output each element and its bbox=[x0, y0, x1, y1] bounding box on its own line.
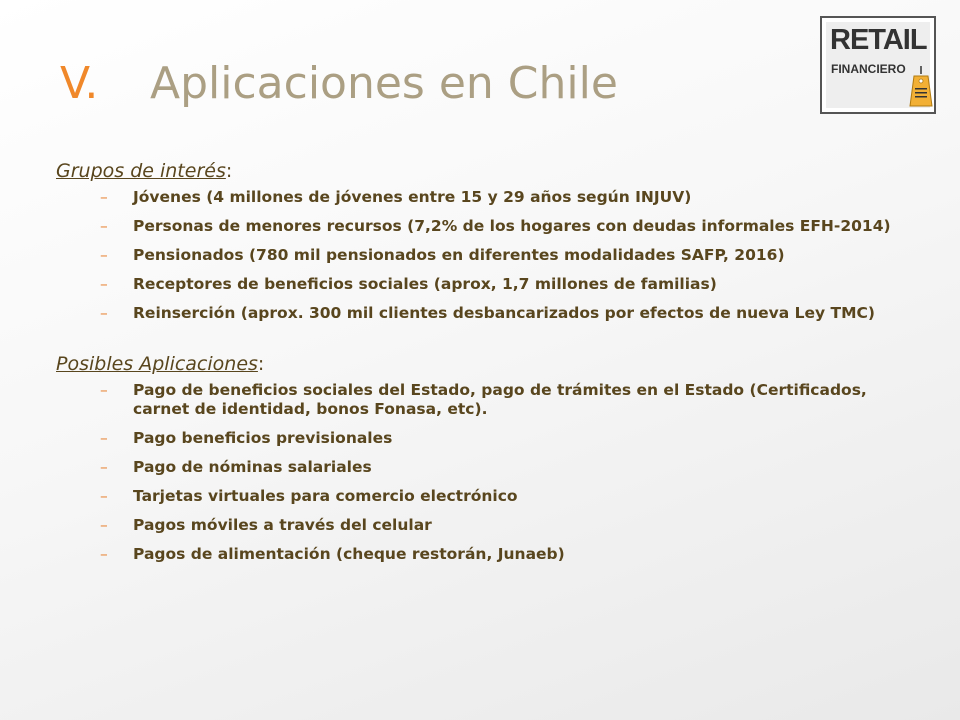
list-item-text: Personas de menores recursos (7,2% de los hogares con deudas informales EFH-2014) bbox=[133, 217, 891, 235]
list-item-text: Tarjetas virtuales para comercio electrónico bbox=[133, 487, 518, 505]
list-item bbox=[56, 246, 916, 265]
list-item bbox=[56, 188, 916, 207]
list-item-text: Pagos de alimentación (cheque restorán, Junaeb) bbox=[133, 545, 565, 563]
dash-bullet: – bbox=[100, 545, 108, 563]
list-item-text: Pagos móviles a través del celular bbox=[133, 516, 432, 534]
list-item-text: Receptores de beneficios sociales (aprox, 1,7 millones de familias) bbox=[133, 275, 717, 293]
dash-bullet: – bbox=[100, 458, 108, 476]
list-item-text: Pago beneficios previsionales bbox=[133, 429, 393, 447]
list-item bbox=[56, 217, 916, 236]
section-heading bbox=[56, 353, 916, 375]
list-item bbox=[56, 381, 916, 419]
section-heading-colon: : bbox=[225, 160, 233, 182]
list-item bbox=[56, 429, 916, 448]
list-item bbox=[56, 275, 916, 294]
bullet-list bbox=[56, 381, 916, 564]
list-item-text: Pago de beneficios sociales del Estado, pago de trámites en el Estado (Certificados, carnet de identidad, bonos Fonasa, etc). bbox=[133, 381, 867, 418]
dash-bullet: – bbox=[100, 217, 108, 235]
retail-financiero-logo bbox=[820, 16, 936, 114]
list-item bbox=[56, 458, 916, 477]
list-item bbox=[56, 516, 916, 535]
section-heading-text: Grupos de interés bbox=[56, 160, 226, 182]
dash-bullet: – bbox=[100, 188, 108, 206]
dash-bullet: – bbox=[100, 381, 108, 399]
section-heading bbox=[56, 160, 916, 182]
dash-bullet: – bbox=[100, 246, 108, 264]
price-tag-icon bbox=[908, 66, 934, 112]
list-item-text: Jóvenes (4 millones de jóvenes entre 15 y 29 años según INJUV) bbox=[133, 188, 692, 206]
slide-body bbox=[56, 160, 916, 574]
slide-title-text: Aplicaciones en Chile bbox=[150, 58, 618, 109]
list-item bbox=[56, 545, 916, 564]
dash-bullet: – bbox=[100, 487, 108, 505]
section-heading-text: Posibles Aplicaciones bbox=[56, 353, 258, 375]
list-item bbox=[56, 487, 916, 506]
section-grupos-de-interes bbox=[56, 160, 916, 323]
slide-title-number: V. bbox=[60, 58, 99, 109]
dash-bullet: – bbox=[100, 429, 108, 447]
dash-bullet: – bbox=[100, 516, 108, 534]
list-item bbox=[56, 304, 916, 323]
section-heading-colon: : bbox=[257, 353, 265, 375]
logo-line-1: RETAIL bbox=[830, 24, 927, 56]
logo-line-2: FINANCIERO bbox=[831, 62, 906, 76]
list-item-text: Pensionados (780 mil pensionados en diferentes modalidades SAFP, 2016) bbox=[133, 246, 785, 264]
list-item-text: Reinserción (aprox. 300 mil clientes desbancarizados por efectos de nueva Ley TMC) bbox=[133, 304, 875, 322]
bullet-list bbox=[56, 188, 916, 323]
dash-bullet: – bbox=[100, 304, 108, 322]
dash-bullet: – bbox=[100, 275, 108, 293]
list-item-text: Pago de nóminas salariales bbox=[133, 458, 372, 476]
section-posibles-aplicaciones bbox=[56, 353, 916, 564]
slide-title bbox=[60, 58, 618, 109]
